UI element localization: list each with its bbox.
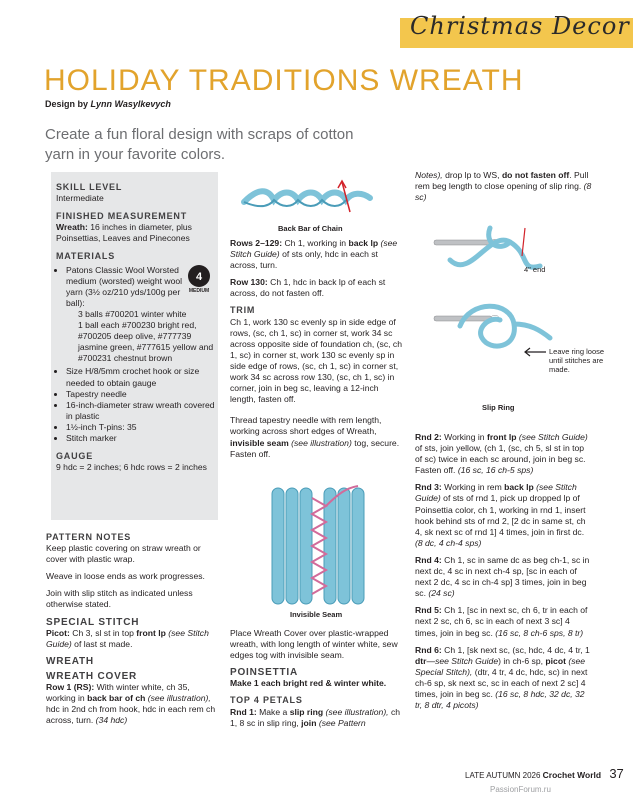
section-banner: Christmas Decor <box>410 12 630 40</box>
special-stitch-heading: SPECIAL STITCH <box>46 616 140 628</box>
note-2: Weave in loose ends as work progresses. <box>46 571 205 582</box>
yarn-weight-label: MEDIUM <box>188 287 210 293</box>
row130-text: Row 130: Ch 1, hdc in back lp of each st across, do not fasten off. <box>230 277 386 299</box>
page-number: 37 <box>609 766 624 781</box>
fig-ring-caption: Slip Ring <box>482 403 515 412</box>
fig-ring-note: Leave ring loose until stitches are made. <box>549 347 605 374</box>
row1-text: Row 1 (RS): With winter white, ch 35, working in back bar of ch (see illustration), hdc in 2nd ch from hook, hdc in each rem ch across, turn. (34 hdc) <box>46 682 216 726</box>
column-2 <box>230 238 402 466</box>
measure-body: 16 inches in diameter, plus Poinsettias, Leaves and Pinecones <box>56 222 192 244</box>
page-footer <box>465 766 624 781</box>
page-title: HOLIDAY TRADITIONS WREATH <box>44 64 524 97</box>
wreath-cover-heading: WREATH COVER <box>46 670 138 682</box>
note-3: Join with slip stitch as indicated unless otherwise stated. <box>46 588 193 610</box>
measure-heading: FINISHED MEASUREMENT <box>56 211 188 222</box>
special-stitch-text: Picot: Ch 3, sl st in top front lp (see Stitch Guide) of last st made. <box>46 627 209 649</box>
rnd5-text: Rnd 5: Ch 1, [sc in next sc, ch 6, tr in each of next 2 sc, ch 6, sc in each of next 3 sc] 4 times, join in beg sc. (16 sc, 8 ch-6 sps, 8 tr) <box>415 605 588 638</box>
fig-chain-caption: Back Bar of Chain <box>278 224 343 233</box>
yarn-weight-number: 4 <box>195 270 203 283</box>
column-3-top <box>415 170 593 209</box>
gauge-text: 9 hdc = 2 inches; 6 hdc rows = 2 inches <box>56 462 207 473</box>
thread-text: Thread tapestry needle with rem length, working across short edges of Wreath, invisible seam (see illustration) tog, secure. Fasten off. <box>230 415 400 459</box>
intro-text: Create a fun floral design with scraps of cotton yarn in your favorite colors. <box>45 126 354 163</box>
fig-seam-caption: Invisible Seam <box>290 610 343 619</box>
measure-text <box>56 222 216 244</box>
material-yarn: • Patons Classic Wool Worsted medium (worsted) weight wool yarn (3½ oz/210 yds/100g per ball): <box>66 265 216 309</box>
yarn-color-2: 1 ball each #700230 bright red, #700205 deep olive, #777739 jasmine green, #777615 yellow and #700231 chestnut brown <box>78 320 214 364</box>
poinsettia-make: Make 1 each bright red & winter white. <box>230 678 387 689</box>
watermark: PassionForum.ru <box>490 785 551 794</box>
note-1: Keep plastic covering on straw wreath or cover with plastic wrap. <box>46 543 201 565</box>
trim-text: Ch 1, work 130 sc evenly sp in side edge of rows, (sc, ch 1, sc) in corner st, work 34 sc across opposite side of foundation ch, (sc, ch 1, sc) in corner st, work 130 sc evenly sp in side edge of rows, (sc, ch 1, sc) in corner st, work 34 sc across row 130, (sc, ch 1, sc) in corner, join in beg sc, leaving a 12-inch length, fasten off. <box>230 316 402 405</box>
back-bar-chain-illustration <box>238 178 378 220</box>
rows2-text: Rows 2–129: Ch 1, working in back lp (see Stitch Guide) of sts only, hdc in each st across, turn. <box>230 238 398 271</box>
measure-bold: Wreath: <box>56 222 88 233</box>
material-item: • 16-inch-diameter straw wreath covered in plastic <box>66 400 216 422</box>
sidebar-content <box>56 182 216 473</box>
rnd2-text: Rnd 2: Working in front lp (see Stitch Guide) of sts, join yellow, (ch 1, (sc, ch 5, sl st in top of sc) twice in each sc around, join in beg sc. Fasten off. (16 sc, 16 ch-5 sps) <box>415 432 588 476</box>
column-3-lower <box>415 432 593 717</box>
rnd3-text: Rnd 3: Working in rem back lp (see Stitch Guide) of sts of rnd 1, pick up dropped lp of Poinsettia color, ch 1, working in rnd 1, insert hook behind sts of rnd 2, [2 dc in same st, ch 4, sk next sc of rnd 1] 4 times, join in first dc. (8 dc, 4 ch-4 sps) <box>415 482 586 548</box>
crochet-hook-icon <box>434 240 492 245</box>
skill-text: Intermediate <box>56 193 104 204</box>
materials-list <box>56 265 216 445</box>
invisible-seam-illustration <box>268 484 372 606</box>
material-item: • Stitch marker <box>66 433 216 444</box>
yarn-color-1: 3 balls #700201 winter white <box>78 308 187 319</box>
pattern-notes-heading: PATTERN NOTES <box>46 532 132 542</box>
materials-heading: MATERIALS <box>56 251 116 262</box>
place-text: Place Wreath Cover over plastic-wrapped wreath, with long length of winter white, sew edges tog with invisible seam. <box>230 628 398 661</box>
trim-heading: TRIM <box>230 305 256 316</box>
poinsettia-heading: POINSETTIA <box>230 667 299 679</box>
material-item: • Size H/8/5mm crochet hook or size needed to obtain gauge <box>66 366 216 388</box>
footer-issue: LATE AUTUMN 2026 <box>465 771 541 780</box>
material-item: • 1½-inch T-pins: 35 <box>66 422 216 433</box>
fig-ring-end-label: 4" end <box>524 265 546 274</box>
column-2-lower <box>230 628 402 735</box>
top-petals-heading: TOP 4 PETALS <box>230 695 303 706</box>
rnd6-text: Rnd 6: Ch 1, [sk next sc, (sc, hdc, 4 dc, 4 tr, 1 dtr—see Stitch Guide) in ch-6 sp, picot (see Special Stitch), (dtr, 4 tr, 4 dc, hdc, sc) in next ch-6 sp, sk next sc, sc in each of next 2 sc] 4 times, join in beg sc. (16 sc, 8 hdc, 32 dc, 32 tr, 8 dtr, 4 picots) <box>415 644 590 711</box>
wreath-heading: WREATH <box>46 655 94 667</box>
pattern-notes-section <box>46 532 218 732</box>
byline <box>45 99 171 109</box>
material-item: • Tapestry needle <box>66 389 216 400</box>
gauge-heading: GAUGE <box>56 451 94 462</box>
skill-heading: SKILL LEVEL <box>56 182 123 192</box>
rnd1-text: Rnd 1: Make a slip ring (see illustration), ch 1, 8 sc in slip ring, join (see Pattern <box>230 706 401 728</box>
byline-prefix: Design by <box>45 99 91 109</box>
rnd4-text: Rnd 4: Ch 1, sc in same dc as beg ch-1, sc in next dc, 4 sc in next ch-4 sp, [sc in each of next 2 dc, 4 sc in ch-4 sp] 3 times, join in beg sc. (24 sc) <box>415 554 590 599</box>
rnd1-continued: Notes), drop lp to WS, do not fasten off. Pull rem beg length to close opening of slip ring. (8 sc) <box>415 170 592 203</box>
footer-magazine: Crochet World <box>542 770 602 780</box>
designer-name: Lynn Wasylkevych <box>90 99 171 109</box>
yarn-weight-icon <box>184 263 214 293</box>
